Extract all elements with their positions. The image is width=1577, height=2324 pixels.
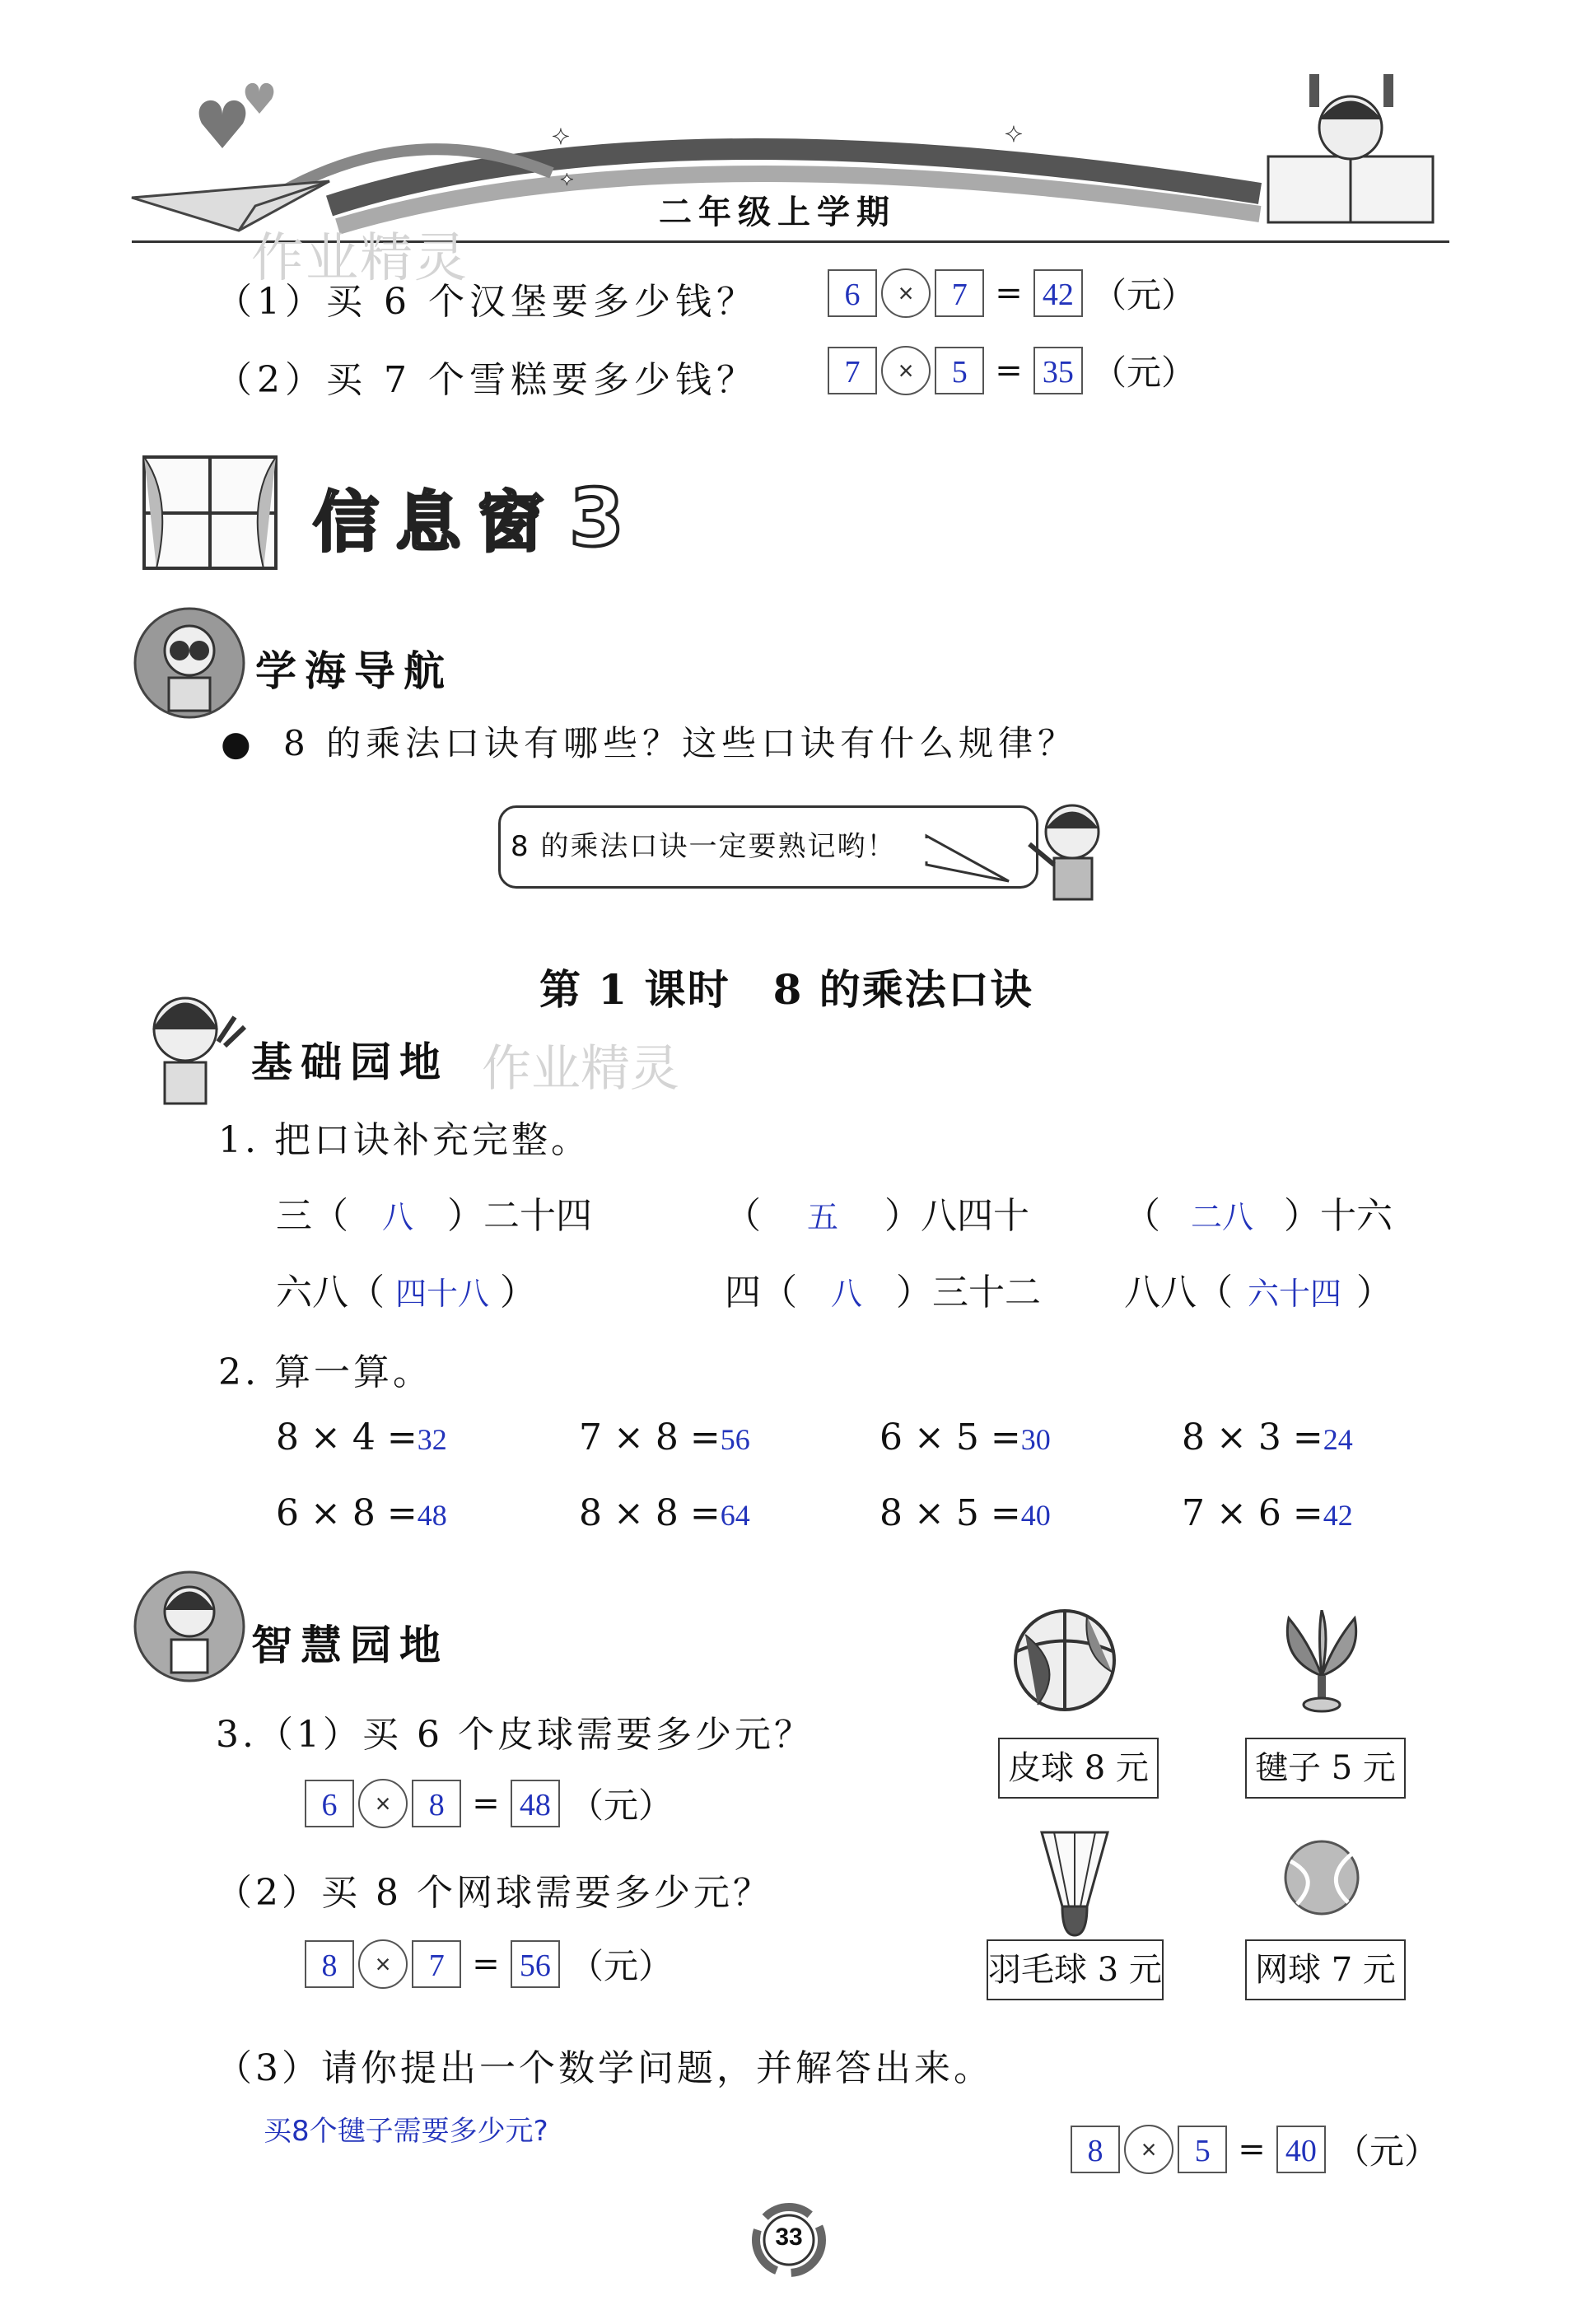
q1-post: ）十六 <box>1284 1195 1393 1237</box>
q1-pre: 八八（ <box>1124 1272 1233 1314</box>
q1-pre: 四（ <box>725 1272 797 1314</box>
speech-text: 8 的乘法口诀一定要熟记哟！ <box>511 830 897 863</box>
eq-operand-a: 7 <box>828 347 877 394</box>
q3-1-label: 3.（1）买 6 个皮球需要多少元？ <box>216 1714 814 1756</box>
svg-text:✦: ✦ <box>560 170 574 189</box>
q1-pre: （ <box>1124 1195 1160 1237</box>
boy-waving-icon <box>1021 799 1112 909</box>
price-tag-ball: 皮球 8 元 <box>998 1738 1159 1799</box>
eq-result: 42 <box>1033 269 1083 317</box>
calc-item <box>1182 1492 1353 1534</box>
calc-answer: 40 <box>1020 1499 1051 1532</box>
calc-item <box>579 1492 750 1534</box>
q1-post: ） <box>1356 1272 1393 1314</box>
calc-answer: 30 <box>1020 1423 1051 1456</box>
q1-answer: 八 <box>830 1276 862 1312</box>
price-tag-tennis: 网球 7 元 <box>1245 1939 1406 2000</box>
q1-post: ）八四十 <box>884 1195 1029 1237</box>
q1-label: 1. 把口诀补充完整。 <box>218 1119 590 1161</box>
watermark-2: 作业精灵 <box>482 1040 679 1098</box>
eq-operand-b: 7 <box>935 269 984 317</box>
q3-3-label: （3）请你提出一个数学问题，并解答出来。 <box>216 2047 993 2089</box>
calc-item <box>276 1492 447 1534</box>
wisdom-title: 智慧园地 <box>251 1622 449 1669</box>
eq-unit: （元） <box>1091 275 1196 315</box>
calc-item <box>579 1416 750 1458</box>
svg-text:✦: ✦ <box>552 125 570 150</box>
top-question-2: （2）买 7 个雪糕要多少钱？ <box>216 359 758 401</box>
eq-operand-b: 5 <box>935 347 984 394</box>
eq-unit: （元） <box>568 1785 673 1826</box>
tennis-ball-icon <box>1281 1836 1363 1922</box>
eq-result: 40 <box>1276 2126 1326 2173</box>
q1-pre: （ <box>725 1195 761 1237</box>
price-tag-badminton: 羽毛球 3 元 <box>987 1939 1164 2000</box>
q1-answer: 四十八 <box>394 1276 489 1312</box>
eq-unit: （元） <box>568 1946 673 1986</box>
q1-item-1 <box>276 1186 592 1239</box>
page-number-badge <box>748 2199 830 2281</box>
lesson-title: 第 1 课时 8 的乘法口诀 <box>539 965 1033 1014</box>
calc-item <box>879 1492 1051 1534</box>
eq-unit: （元） <box>1334 2131 1439 2172</box>
q1-pre: 六八（ <box>276 1272 385 1314</box>
calc-expr: 8 × 4 = <box>276 1416 418 1458</box>
eq-operator: × <box>358 1779 408 1828</box>
q2-label: 2. 算一算。 <box>218 1351 432 1393</box>
study-nav-question-text: 8 的乘法口诀有哪些？这些口诀有什么规律？ <box>283 723 1078 763</box>
eq-equals: = <box>995 352 1023 390</box>
calc-answer: 24 <box>1323 1423 1353 1456</box>
eq-result: 56 <box>511 1940 560 1988</box>
eq-operator: × <box>1124 2125 1173 2174</box>
price-tag-shuttlecock: 毽子 5 元 <box>1245 1738 1406 1799</box>
q1-item-5 <box>725 1262 1041 1315</box>
q1-item-2 <box>725 1186 1029 1239</box>
q1-answer: 六十四 <box>1247 1276 1341 1312</box>
q1-pre: 三（ <box>276 1195 348 1237</box>
eq-operand-a: 8 <box>1071 2126 1120 2173</box>
q3-2-equation <box>305 1939 673 1989</box>
eq-operand-a: 6 <box>828 269 877 317</box>
q1-answer: 五 <box>806 1199 838 1235</box>
study-nav-question <box>221 716 1077 766</box>
bullet-icon: ● <box>221 723 256 763</box>
calc-answer: 48 <box>417 1499 447 1532</box>
calc-expr: 6 × 5 = <box>879 1416 1021 1458</box>
q1-item-4 <box>276 1262 536 1315</box>
calc-expr: 8 × 8 = <box>579 1492 721 1534</box>
speech-bubble-tail <box>922 832 1013 898</box>
eq-result: 48 <box>511 1780 560 1827</box>
info-title-number: 3 <box>569 472 624 564</box>
eq-operator: × <box>881 346 931 395</box>
q3-3-equation <box>1071 2125 1439 2174</box>
q3-1-equation <box>305 1779 673 1828</box>
badminton-icon <box>1029 1824 1120 1943</box>
kid-reading-icon <box>132 1569 247 1687</box>
q3-3-handwritten-question: 买8个毽子需要多少元? <box>264 2115 548 2148</box>
eq-operand-a: 8 <box>305 1940 354 1988</box>
basic-title: 基础园地 <box>251 1038 449 1086</box>
info-title-text: 信息窗 <box>313 484 560 561</box>
calc-item <box>276 1416 447 1458</box>
eq-operator: × <box>881 268 931 318</box>
q1-item-6 <box>1124 1262 1393 1315</box>
q3-2-label: （2）买 8 个网球需要多少元？ <box>216 1872 772 1914</box>
eq-equals: = <box>472 1785 500 1822</box>
study-nav-title: 学海导航 <box>255 647 453 695</box>
page-number: 33 <box>775 2224 803 2251</box>
eq-operand-b: 8 <box>412 1780 461 1827</box>
shuttlecock-feather-icon <box>1272 1610 1371 1724</box>
calc-answer: 32 <box>417 1423 447 1456</box>
eq-operand-a: 6 <box>305 1780 354 1827</box>
calc-expr: 8 × 5 = <box>879 1492 1021 1534</box>
binocular-kid-icon <box>132 605 247 724</box>
watermark: 作业精灵 <box>251 228 469 289</box>
top-equation-1 <box>828 268 1196 318</box>
eq-equals: = <box>995 274 1023 312</box>
svg-text:✦: ✦ <box>1005 123 1023 147</box>
eq-equals: = <box>1238 2130 1266 2168</box>
q1-answer: 二八 <box>1190 1199 1253 1235</box>
calc-expr: 7 × 8 = <box>579 1416 721 1458</box>
calc-expr: 8 × 3 = <box>1182 1416 1323 1458</box>
top-question-1: （1）买 6 个汉堡要多少钱？ <box>216 281 758 323</box>
eq-result: 35 <box>1033 347 1083 394</box>
header-title: 二年级上学期 <box>659 194 896 231</box>
q1-item-3 <box>1124 1186 1393 1239</box>
eq-unit: （元） <box>1091 352 1196 393</box>
eq-operator: × <box>358 1939 408 1989</box>
calc-answer: 64 <box>720 1499 750 1532</box>
q1-answer: 八 <box>381 1199 413 1235</box>
q1-post: ）三十二 <box>896 1272 1041 1314</box>
calc-answer: 42 <box>1323 1499 1353 1532</box>
q1-post: ） <box>500 1272 536 1314</box>
info-title <box>313 469 624 564</box>
eq-equals: = <box>472 1945 500 1983</box>
girl-victory-icon <box>136 984 251 1111</box>
calc-answer: 56 <box>720 1423 750 1456</box>
eq-operand-b: 7 <box>412 1940 461 1988</box>
q1-post: ）二十四 <box>447 1195 592 1237</box>
window-icon <box>140 449 280 576</box>
calc-item <box>1182 1416 1353 1458</box>
ball-icon <box>1009 1606 1124 1720</box>
calc-expr: 6 × 8 = <box>276 1492 418 1534</box>
top-equation-2 <box>828 346 1196 395</box>
calc-expr: 7 × 6 = <box>1182 1492 1323 1534</box>
calc-item <box>879 1416 1051 1458</box>
eq-operand-b: 5 <box>1178 2126 1227 2173</box>
